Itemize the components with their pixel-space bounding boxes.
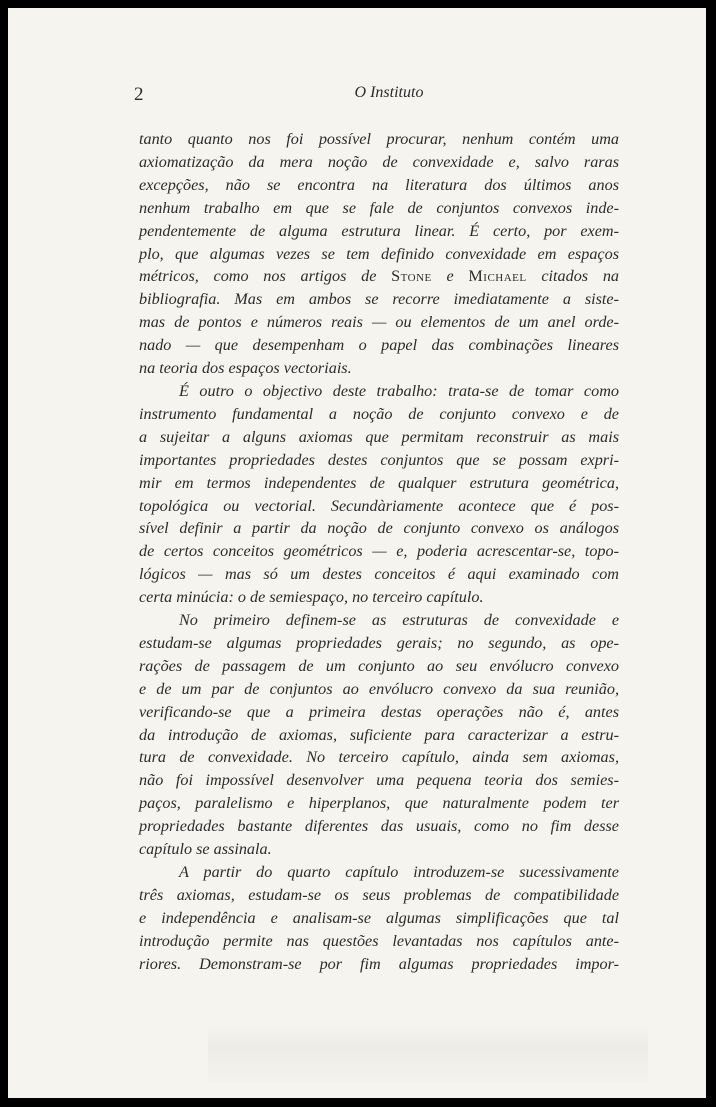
- text-line: e de um par de conjuntos ao envólucro convexo da sua reunião,: [139, 679, 619, 698]
- text-line: rações de passagem de um conjunto ao seu envólucro convexo: [139, 656, 619, 675]
- text-line: nenhum trabalho em que se fale de conjuntos convexos inde-: [139, 198, 619, 217]
- author-name-stone: Stone: [391, 267, 432, 286]
- text-line: importantes propriedades destes conjuntos que se possam expri-: [139, 450, 619, 469]
- text-line: e independência e analisam-se algumas simplificações que tal: [139, 908, 619, 927]
- text-line: verificando-se que a primeira destas operações não é, antes: [139, 702, 619, 721]
- text-line: plo, que algumas vezes se tem definido convexidade em espaços: [139, 244, 619, 263]
- text-line: A partir do quarto capítulo introduzem-se sucessivamente: [179, 863, 619, 881]
- text-line: certa minúcia: o de semiespaço, no terceiro capítulo.: [139, 588, 484, 607]
- text-fragment: citados na: [526, 267, 620, 286]
- text-line: tura de convexidade. No terceiro capítulo, ainda sem axiomas,: [139, 748, 619, 767]
- text-line: No primeiro definem-se as estruturas de convexidade e: [179, 611, 619, 630]
- paragraph-1: [139, 128, 619, 380]
- text-line: É outro o objectivo deste trabalho: trata-se de tomar como: [179, 381, 619, 400]
- text-line: nado — que desempenham o papel das combinações lineares: [139, 336, 619, 355]
- text-line: riores. Demonstram-se por fim algumas propriedades impor-: [139, 954, 619, 973]
- text-line: estudam-se algumas propriedades gerais; no segundo, as ope-: [139, 633, 619, 652]
- paragraph-3: [139, 609, 619, 861]
- text-line: lógicos — mas só um destes conceitos é aqui examinado com: [139, 565, 619, 584]
- page-number: 2: [134, 84, 144, 105]
- text-line-citation: [139, 265, 619, 288]
- text-line: instrumento fundamental a noção de conjunto convexo e de: [139, 404, 619, 423]
- text-line: paços, paralelismo e hiperplanos, que naturalmente podem ter: [139, 794, 619, 813]
- text-fragment: e: [431, 267, 469, 286]
- text-line: da introdução de axiomas, suficiente para caracterizar a estru-: [139, 725, 619, 744]
- text-line: na teoria dos espaços vectoriais.: [139, 359, 352, 378]
- text-line: não foi impossível desenvolver uma pequena teoria dos semies-: [139, 771, 619, 790]
- document-page: [8, 8, 706, 1098]
- text-line: sível definir a partir da noção de conjunto convexo os análogos: [139, 519, 619, 538]
- text-line: mir em termos independentes de qualquer estrutura geométrica,: [139, 473, 619, 492]
- text-line: propriedades bastante diferentes das usuais, como no fim desse: [139, 817, 619, 836]
- text-fragment: métricos, como nos artigos de: [139, 267, 392, 286]
- paragraph-2: [139, 380, 619, 609]
- text-line: tanto quanto nos foi possível procurar, nenhum contém uma: [139, 130, 619, 148]
- page-header: [134, 84, 604, 108]
- text-line: introdução permite nas questões levantadas nos capítulos ante-: [139, 931, 619, 950]
- text-line: três axiomas, estudam-se os seus problemas de compatibilidade: [139, 885, 619, 904]
- text-line: capítulo se assinala.: [139, 840, 272, 859]
- body-text: [139, 128, 619, 976]
- text-line: de certos conceitos geométricos — e, poderia acrescentar-se, topo-: [139, 542, 619, 561]
- running-title: O Instituto: [354, 84, 424, 101]
- author-name-michael: Michael: [468, 267, 527, 286]
- text-line: excepções, não se encontra na literatura dos últimos anos: [139, 175, 619, 194]
- text-line: pendentemente de alguma estrutura linear. É certo, por exem-: [139, 221, 619, 240]
- text-line: a sujeitar a alguns axiomas que permitam reconstruir as mais: [139, 427, 619, 446]
- text-line: bibliografia. Mas em ambos se recorre imediatamente a siste-: [139, 290, 619, 309]
- text-line: topológica ou vectorial. Secundàriamente acontece que é pos-: [139, 496, 619, 515]
- show-through-bleed: [208, 1023, 648, 1083]
- paragraph-4: [139, 861, 619, 976]
- text-line: axiomatização da mera noção de convexidade e, salvo raras: [139, 152, 619, 171]
- text-line: mas de pontos e números reais — ou elementos de um anel orde-: [139, 313, 619, 332]
